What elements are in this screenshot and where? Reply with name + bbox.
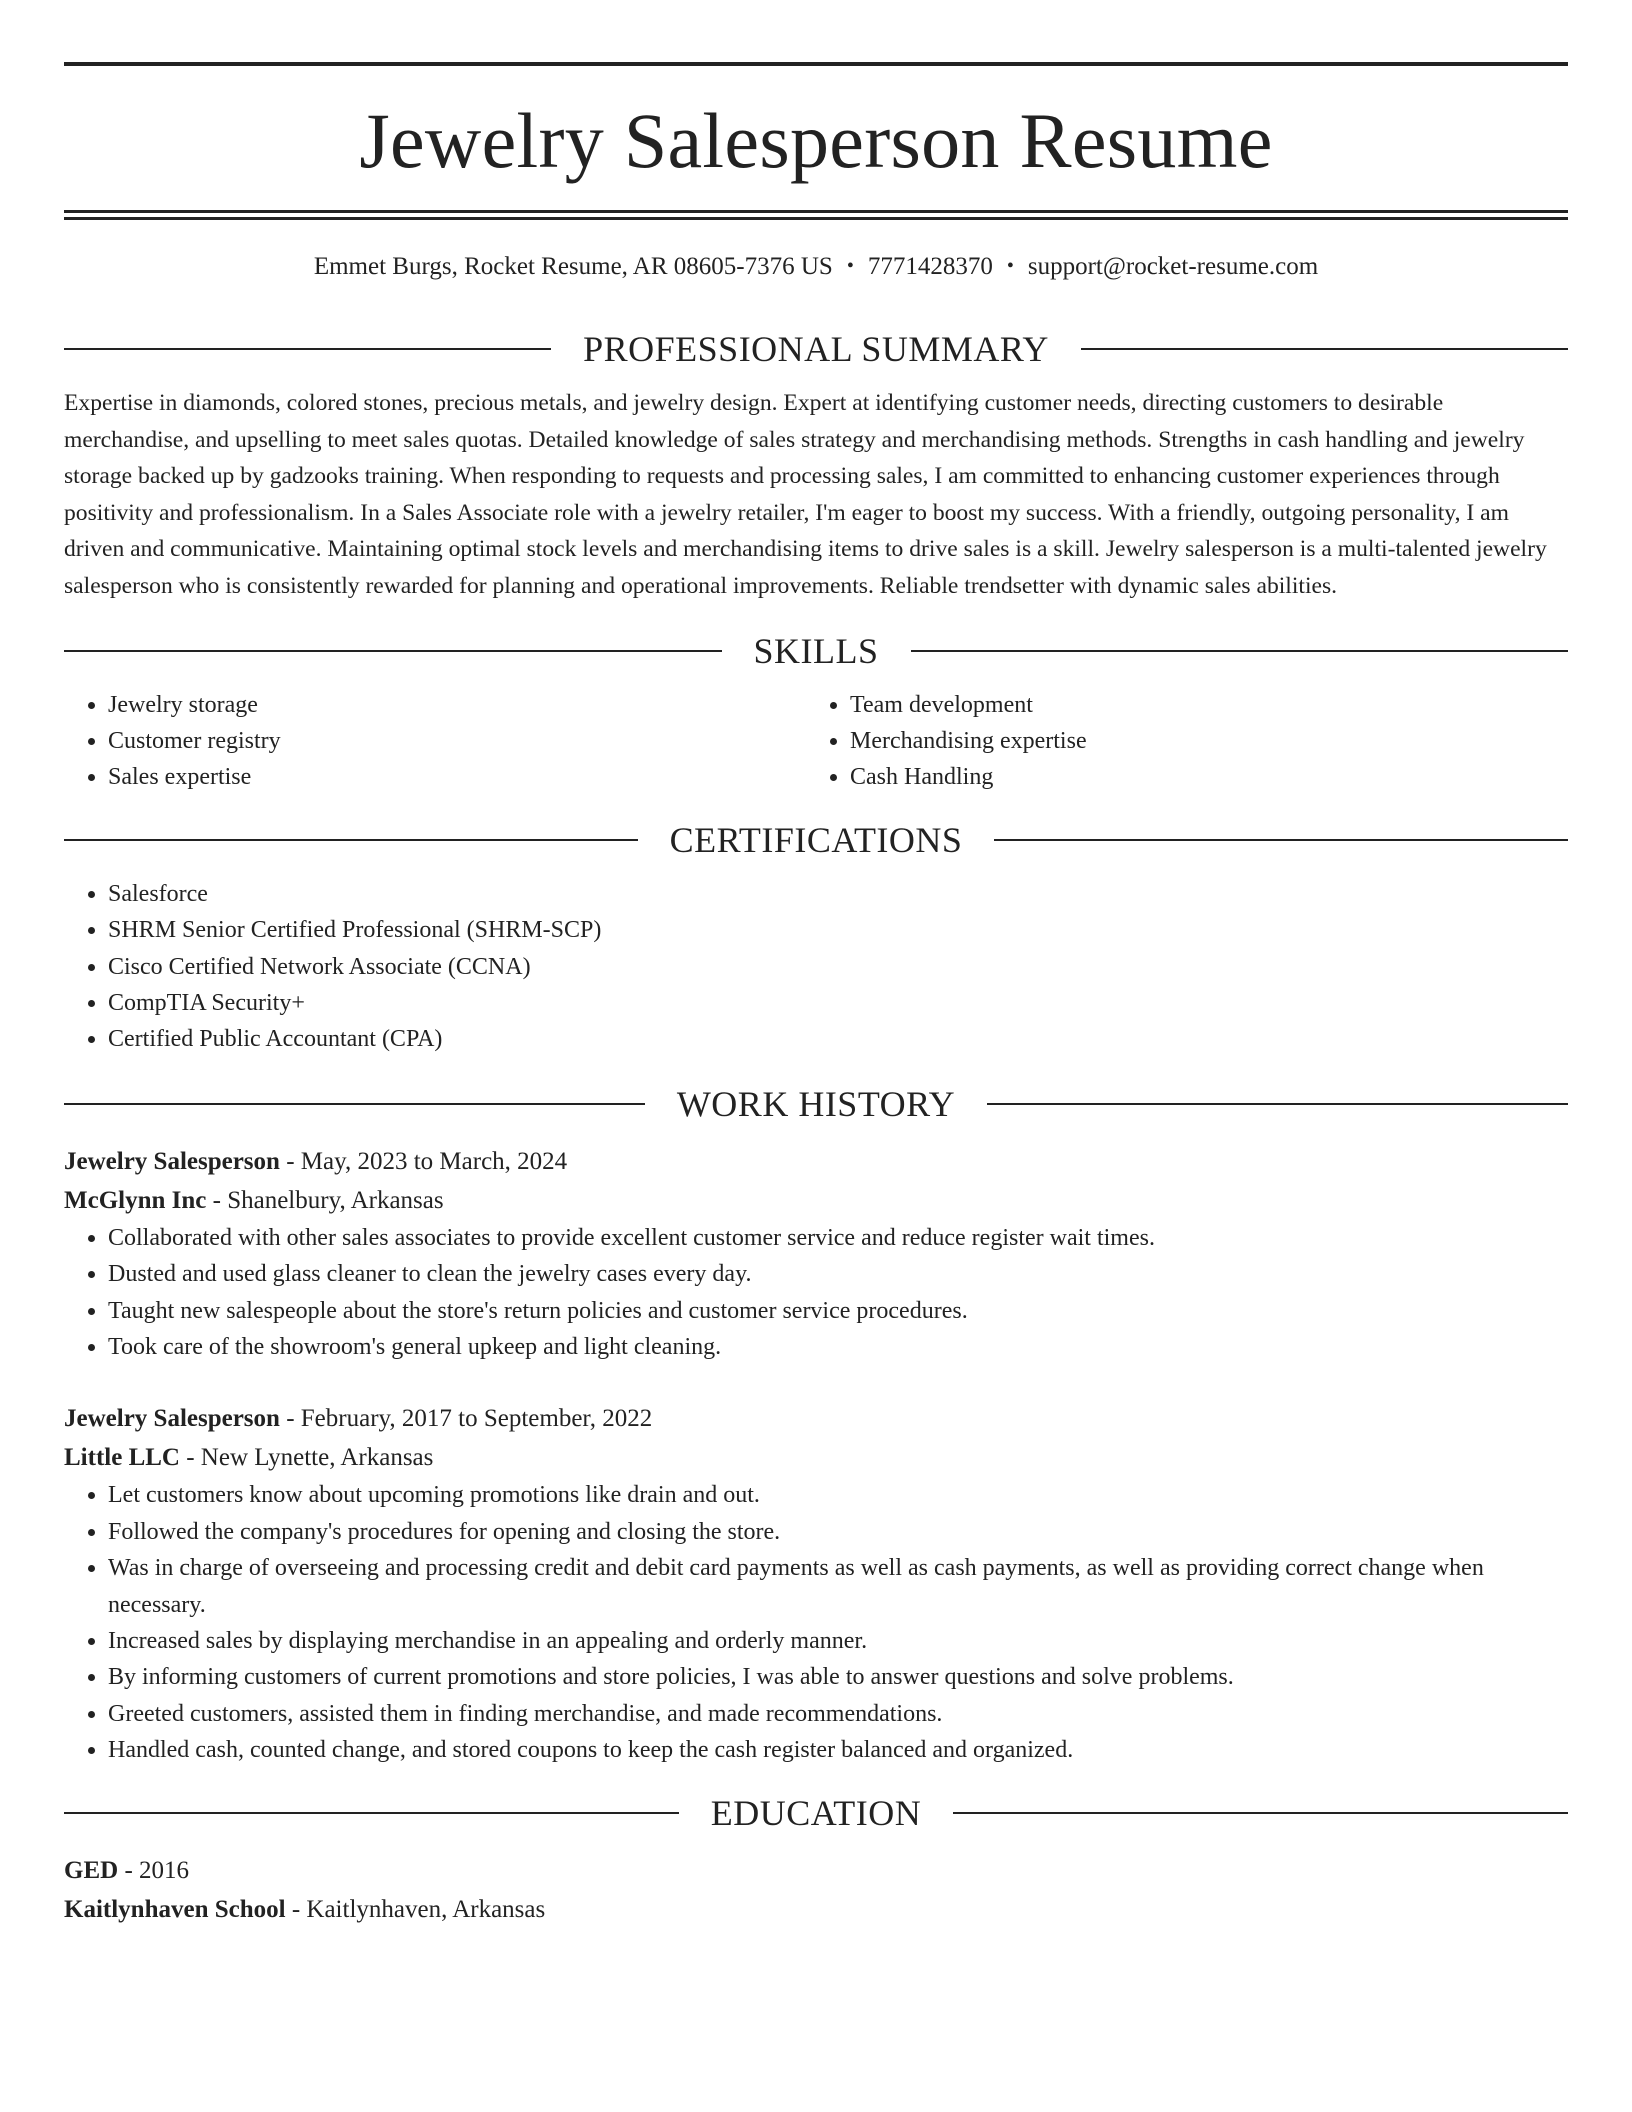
skill-item: • Sales expertise [108,759,806,795]
section-header-education [64,1793,1568,1833]
summary-text: Expertise in diamonds, colored stones, precious metals, and jewelry design. Expert at identifying customer needs, directing customers to desirable merchandise, and upselling to meet sales quotas. Detailed knowledge of sales strategy and merchandising methods. Strengths in cash handling and jewelry storage backed up by gadzooks training. When responding to requests and processing sales, I am committed to enhancing customer experiences through positivity and professionalism. In a Sales Associate role with a jewelry retailer, I'm eager to boost my success. With a friendly, outgoing personality, I am driven and communicative. Maintaining optimal stock levels and merchandising items to drive sales is a skill. Jewelry salesperson is a multi-talented jewelry salesperson who is consistently rewarded for planning and operational improvements. Reliable trendsetter with dynamic sales abilities. [64,390,1547,599]
section-title: WORK HISTORY [676,1083,956,1124]
job-location: - Shanelbury, Arkansas [206,1186,444,1214]
contact-line [64,254,1568,279]
job-title: Jewelry Salesperson [64,1147,280,1175]
job-bullet: • Let customers know about upcoming promotions like drain and out. [108,1477,1568,1513]
skills-column-right [806,687,1548,796]
job-bullet: • Was in charge of overseeing and processing credit and debit card payments as well as cash payments, as well as providing correct change when necessary. [108,1550,1568,1623]
resume-title: Jewelry Salesperson Resume [359,97,1273,184]
education-school-line [64,1890,1568,1929]
divider [64,1812,679,1814]
education-degree: GED [64,1856,119,1884]
job-company-line [64,1181,1568,1220]
job-bullets [64,1477,1568,1768]
skill-item: • Merchandising expertise [850,723,1548,759]
education-school: Kaitlynhaven School [64,1895,286,1923]
certification-item: • Cisco Certified Network Associate (CCNA) [108,949,1568,985]
section-header-certifications [64,820,1568,860]
skill-item: • Team development [850,687,1548,723]
section-title: PROFESSIONAL SUMMARY [583,329,1049,369]
job-bullet: • Dusted and used glass cleaner to clean the jewelry cases every day. [108,1256,1568,1292]
section-title: SKILLS [753,630,879,671]
divider [64,839,638,841]
skills-list [64,687,1568,796]
contact-email: support@rocket-resume.com [1027,253,1319,280]
divider [994,839,1568,841]
education-year: - 2016 [118,1856,190,1884]
section-header-skills [64,631,1568,671]
job-title: Jewelry Salesperson [64,1405,280,1433]
contact-separator: • [846,255,854,277]
job-bullet: • Handled cash, counted change, and stored coupons to keep the cash register balanced and organized. [108,1732,1568,1768]
job-company-line [64,1438,1568,1477]
job-bullet: • Greeted customers, assisted them in finding merchandise, and made recommendations. [108,1696,1568,1732]
skill-item: • Jewelry storage [108,687,806,723]
job-bullet: • Collaborated with other sales associates to provide excellent customer service and reduce register wait times. [108,1220,1568,1256]
section-title: EDUCATION [710,1792,922,1833]
skill-item: • Customer registry [108,723,806,759]
divider [64,650,722,652]
job-title-line [64,1142,1568,1181]
education-location: - Kaitlynhaven, Arkansas [285,1895,546,1923]
job-bullet: • Took care of the showroom's general upkeep and light cleaning. [108,1329,1568,1365]
job-company: Little LLC [64,1444,180,1472]
section-title: CERTIFICATIONS [669,819,963,860]
education-entry [64,1851,1568,1929]
divider [64,348,551,350]
divider [987,1103,1568,1105]
education-degree-line [64,1851,1568,1890]
skills-column-left [64,687,806,796]
contact-phone: 7771428370 [867,253,993,280]
certification-item: • CompTIA Security+ [108,985,1568,1021]
job-bullet: • Followed the company's procedures for opening and closing the store. [108,1514,1568,1550]
job-title-line [64,1399,1568,1438]
certification-item: • Salesforce [108,876,1568,912]
job-location: - New Lynette, Arkansas [179,1444,434,1472]
certifications-list [64,876,1568,1058]
job-entry [64,1399,1568,1768]
divider [911,650,1569,652]
divider [64,1103,645,1105]
job-bullets [64,1220,1568,1366]
divider [953,1812,1568,1814]
job-bullet: • Taught new salespeople about the store's return policies and customer service procedures. [108,1293,1568,1329]
certification-item: • Certified Public Accountant (CPA) [108,1021,1568,1057]
contact-separator: • [1006,255,1014,277]
section-header-work-history [64,1084,1568,1124]
contact-address: Emmet Burgs, Rocket Resume, AR 08605-7376 US [313,253,833,280]
skill-item: • Cash Handling [850,759,1548,795]
job-bullet: • By informing customers of current promotions and store policies, I was able to answer questions and solve problems. [108,1659,1568,1695]
job-entry [64,1142,1568,1366]
job-bullet: • Increased sales by displaying merchandise in an appealing and orderly manner. [108,1623,1568,1659]
job-dates: - May, 2023 to March, 2024 [279,1147,568,1175]
job-dates: - February, 2017 to September, 2022 [279,1405,653,1433]
certification-item: • SHRM Senior Certified Professional (SHRM-SCP) [108,912,1568,948]
section-header-summary [64,329,1568,369]
divider [1081,348,1568,350]
job-company: McGlynn Inc [64,1186,207,1214]
title-double-rule [64,210,1568,220]
